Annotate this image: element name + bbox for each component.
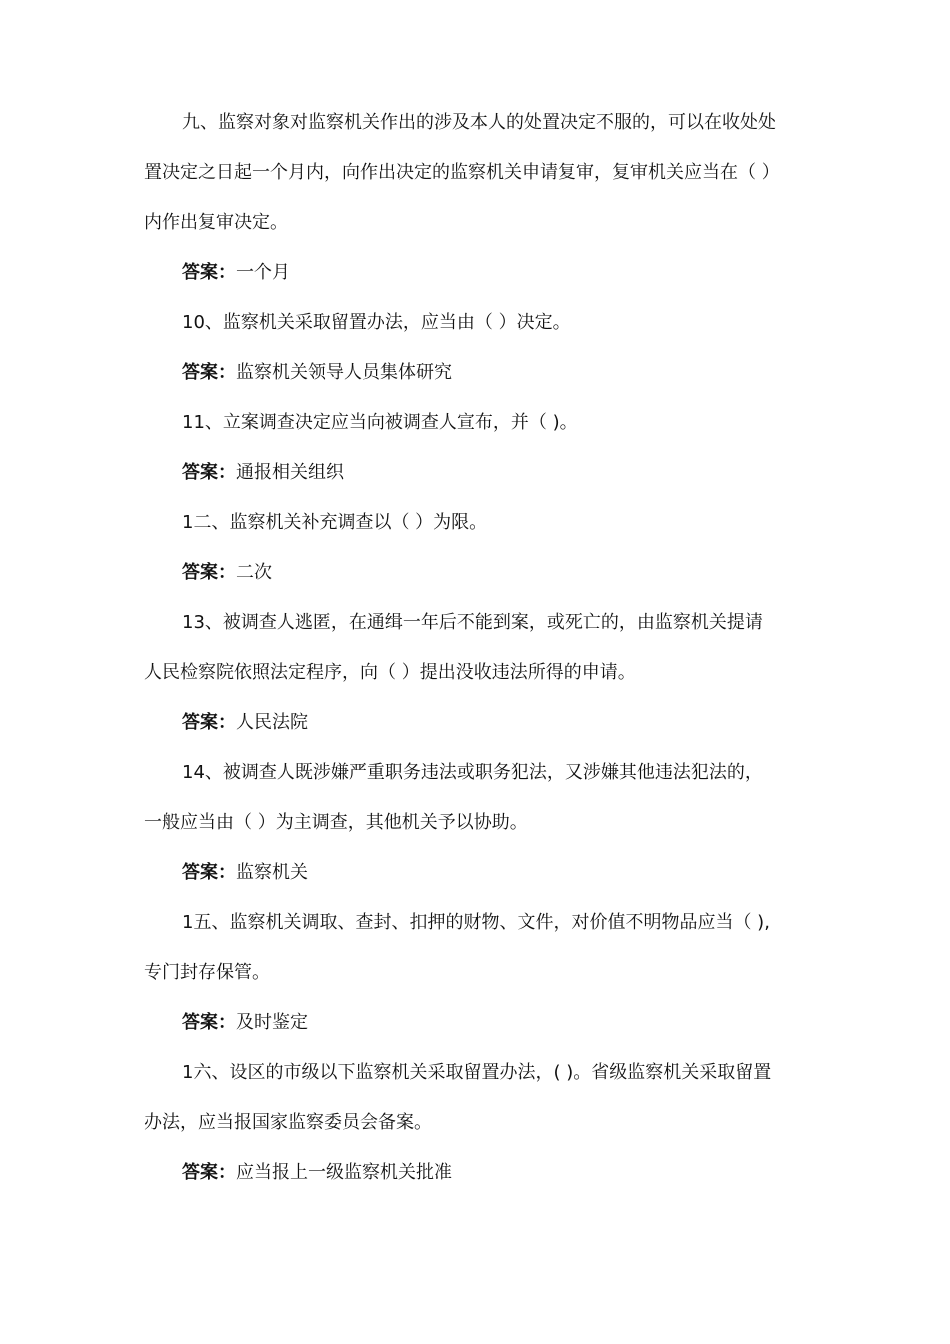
question-line: 置决定之日起一个月内，向作出决定的监察机关申请复审，复审机关应当在（ ） (144, 162, 780, 183)
question-line: 一般应当由（ ）为主调查，其他机关予以协助。 (144, 812, 528, 833)
question-line: 1五、监察机关调取、查封、扣押的财物、文件，对价值不明物品应当（ ), (182, 912, 770, 933)
answer-text: 监察机关领导人员集体研究 (236, 362, 452, 383)
answer-text: 通报相关组织 (236, 462, 344, 483)
answer-label: 答案： (182, 712, 236, 733)
question-line: 1二、监察机关补充调查以（ ）为限。 (182, 512, 488, 533)
answer-label: 答案： (182, 1012, 236, 1033)
answer-label: 答案： (182, 1162, 236, 1183)
question-line: 人民检察院依照法定程序，向（ ）提出没收违法所得的申请。 (144, 662, 636, 683)
answer-line (144, 698, 808, 748)
question-line: 内作出复审决定。 (144, 212, 288, 233)
answer-line (144, 248, 808, 298)
answer-label: 答案： (182, 262, 236, 283)
answer-label: 答案： (182, 562, 236, 583)
question-line: 11、立案调查决定应当向被调查人宣布，并（ )。 (182, 412, 578, 433)
answer-text: 监察机关 (236, 862, 308, 883)
answer-text: 一个月 (236, 262, 290, 283)
answer-line (144, 998, 808, 1048)
answer-line (144, 348, 808, 398)
answer-label: 答案： (182, 862, 236, 883)
answer-line (144, 848, 808, 898)
question-line: 1六、设区的市级以下监察机关采取留置办法，( )。省级监察机关采取留置 (182, 1062, 772, 1083)
question-line: 14、被调查人既涉嫌严重职务违法或职务犯法，又涉嫌其他违法犯法的， (182, 762, 763, 783)
answer-line (144, 1148, 808, 1198)
question-line: 专门封存保管。 (144, 962, 270, 983)
question-line: 办法，应当报国家监察委员会备案。 (144, 1112, 432, 1133)
answer-label: 答案： (182, 462, 236, 483)
question-line: 13、被调查人逃匿，在通缉一年后不能到案，或死亡的，由监察机关提请 (182, 612, 763, 633)
answer-text: 及时鉴定 (236, 1012, 308, 1033)
answer-text: 应当报上一级监察机关批准 (236, 1162, 452, 1183)
question-line: 10、监察机关采取留置办法，应当由（ ）决定。 (182, 312, 571, 333)
answer-line (144, 548, 808, 598)
question-line: 九、监察对象对监察机关作出的涉及本人的处置决定不服的，可以在收处处 (182, 112, 776, 133)
qa-list (144, 98, 808, 1198)
answer-text: 二次 (236, 562, 272, 583)
answer-text: 人民法院 (236, 712, 308, 733)
answer-label: 答案： (182, 362, 236, 383)
answer-line (144, 448, 808, 498)
